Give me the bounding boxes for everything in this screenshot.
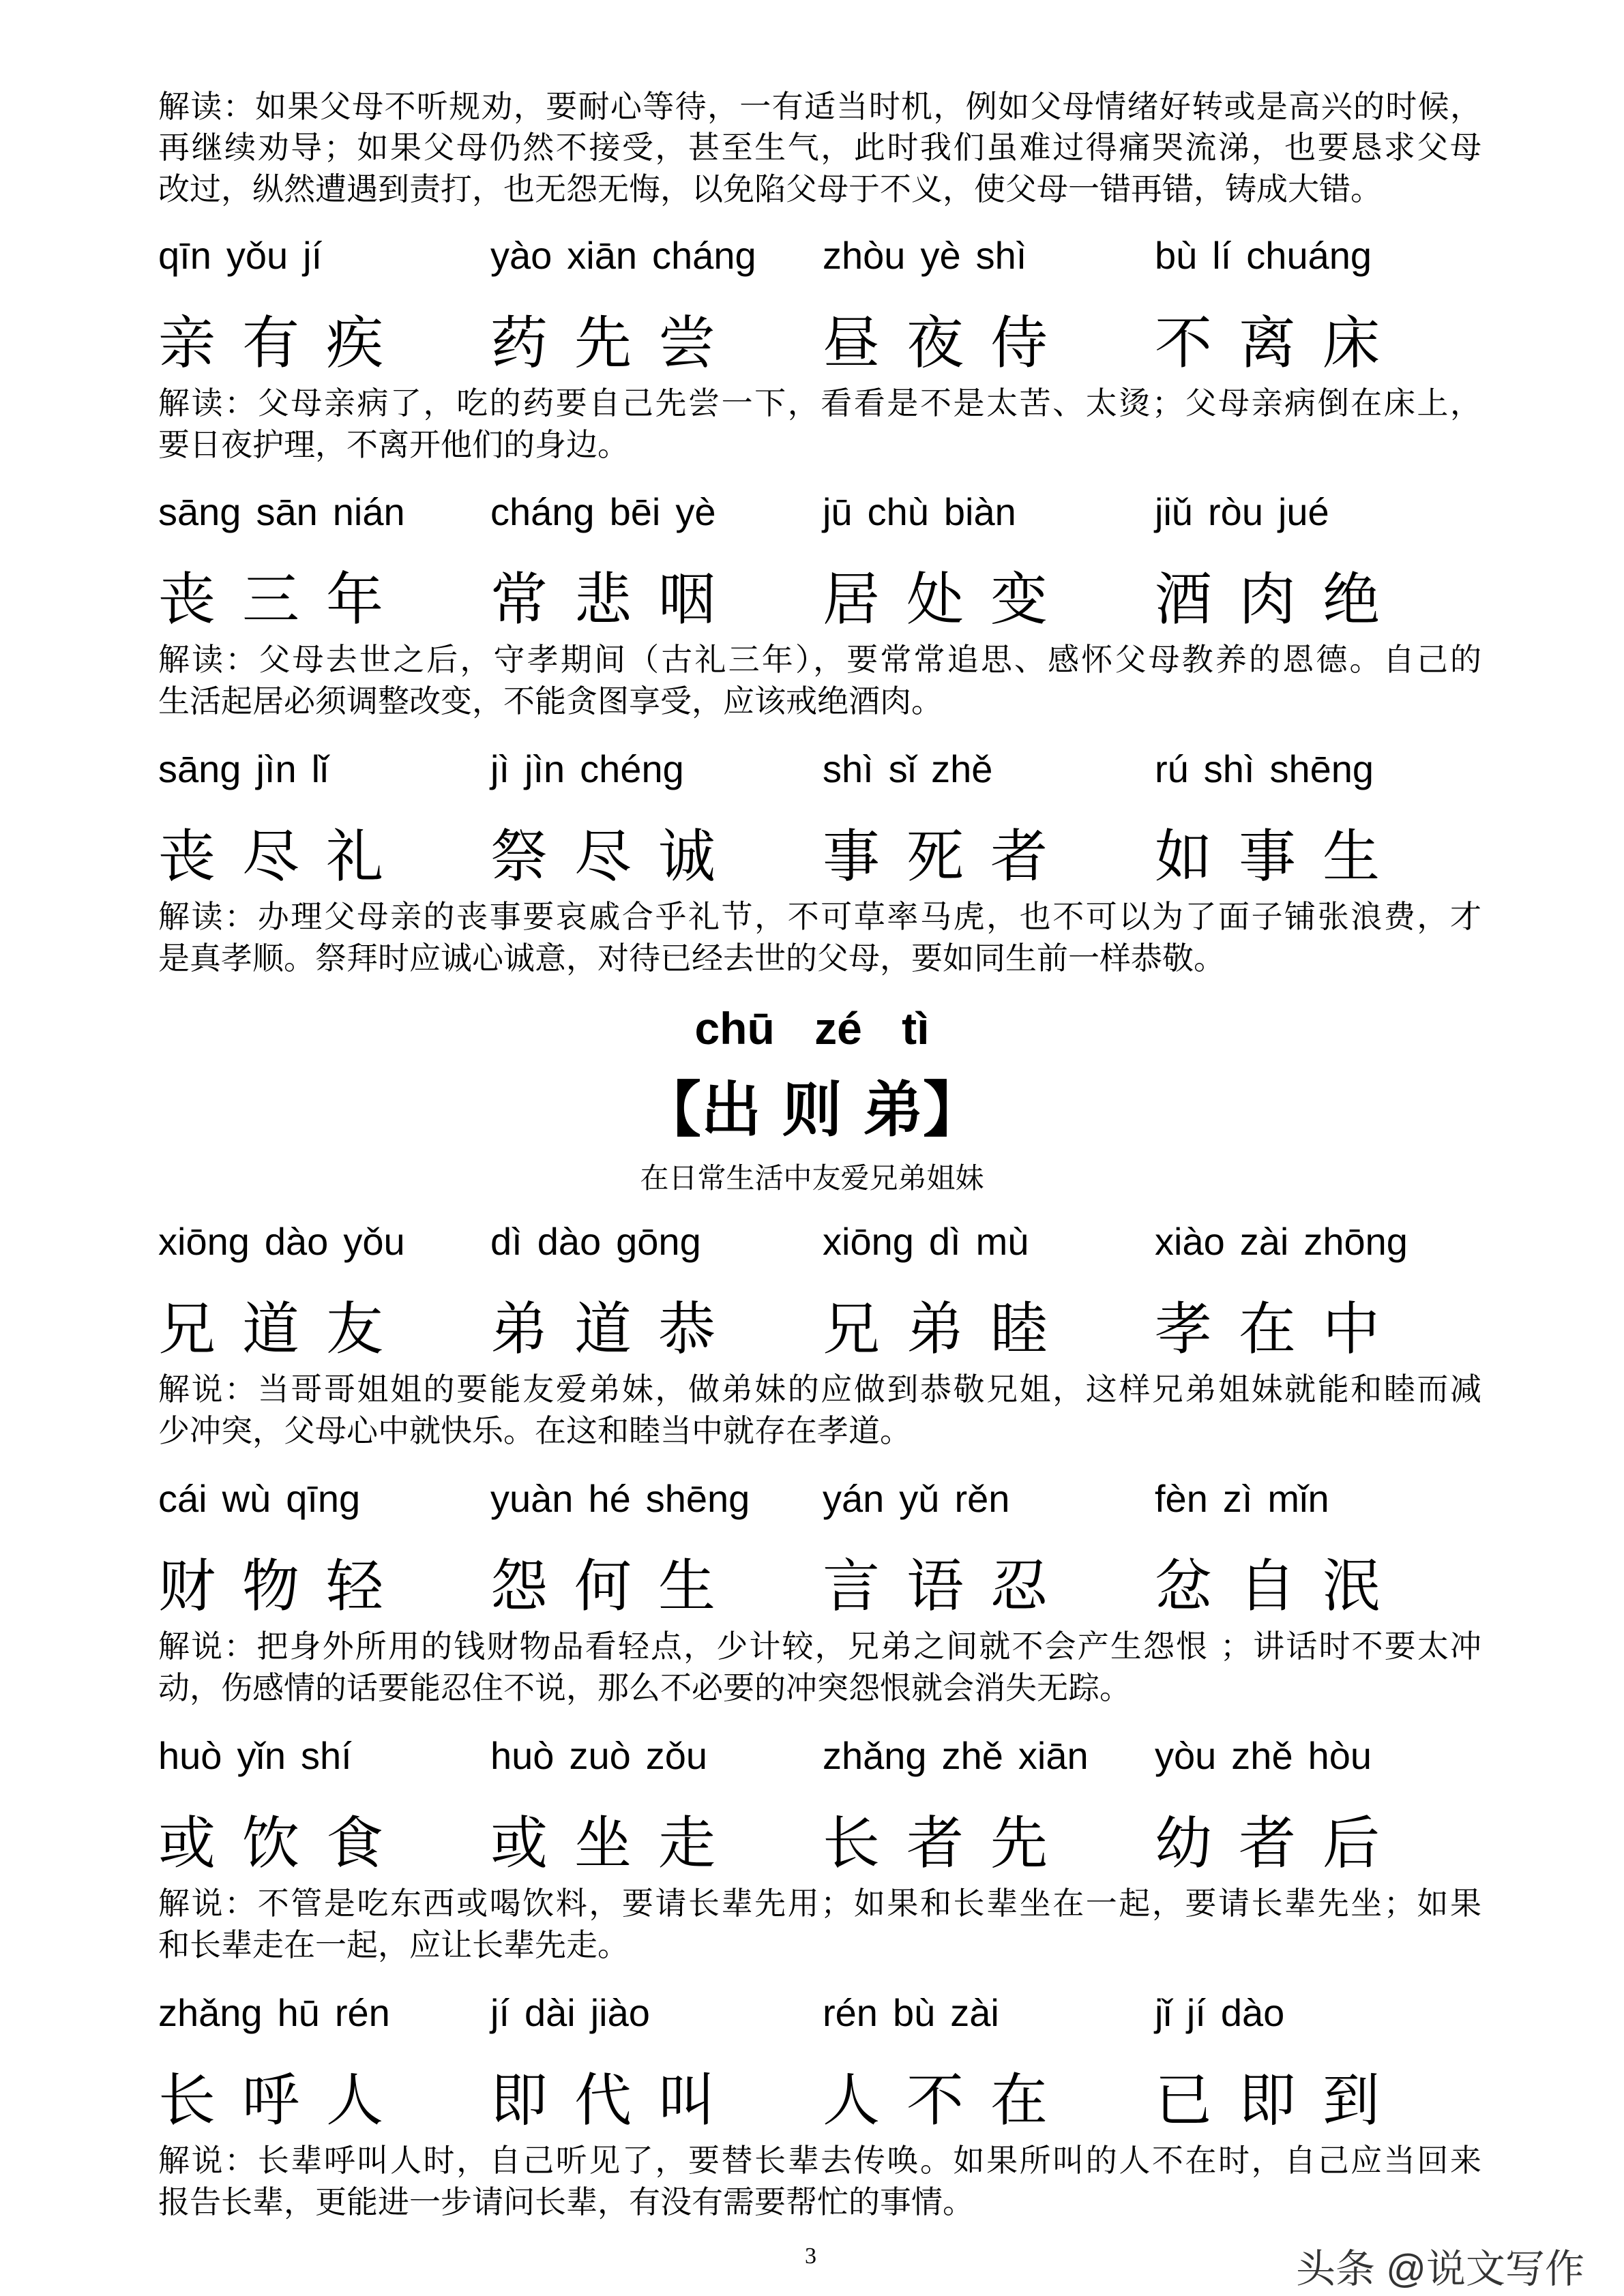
pinyin-group: [1155, 1475, 1475, 1523]
pinyin-syllable: fèn: [1155, 1477, 1208, 1520]
verse-character: 药: [490, 310, 548, 376]
pinyin-group: [823, 745, 1143, 793]
pinyin-syllable: dào: [1220, 1991, 1285, 2034]
explanation-line: 少冲突，父母心中就快乐。在这和睦当中就存在孝道。: [158, 1412, 911, 1449]
verse-character: 忿: [1155, 1553, 1213, 1620]
pinyin-syllable: jǐ: [1155, 1991, 1172, 2034]
section-subtitle: 在日常生活中友爱兄弟姐妹: [640, 1161, 984, 1195]
verse-character: 祭: [490, 823, 548, 890]
verse-character: 人: [326, 2067, 384, 2134]
pinyin-group: [158, 1989, 479, 2037]
verse-character: 先: [574, 310, 632, 376]
verse-character: 饮: [242, 1810, 300, 1877]
verse-character: 礼: [326, 823, 384, 890]
pinyin-syllable: rěn: [954, 1477, 1010, 1520]
pinyin-syllable: shí: [301, 1734, 352, 1777]
pinyin-group: [823, 1732, 1143, 1780]
pinyin-group: [158, 1732, 479, 1780]
verse-character: 长: [823, 1810, 881, 1877]
pinyin-group: [1155, 488, 1475, 536]
explanation-line: 解说：不管是吃东西或喝饮料，要请长辈先用；如果和长辈坐在一起，要请长辈先坐；如果: [158, 1885, 1481, 1922]
verse-character: 年: [326, 566, 384, 633]
pinyin-syllable: cái: [158, 1477, 207, 1520]
verse-character: 呼: [242, 2067, 300, 2134]
pinyin-syllable: mù: [975, 1220, 1029, 1263]
pinyin-syllable: jìn: [525, 747, 565, 790]
verse-character: 疾: [326, 310, 384, 376]
pinyin-syllable: nián: [332, 490, 405, 533]
pinyin-syllable: sāng: [158, 490, 241, 533]
verse-character: 恭: [658, 1296, 716, 1362]
pinyin-syllable: hū: [277, 1991, 320, 2034]
pinyin-syllable: jū: [823, 490, 853, 533]
pinyin-group: [490, 232, 811, 280]
pinyin-syllable: xiōng: [158, 1220, 250, 1263]
pinyin-syllable: jiǔ: [1155, 490, 1194, 533]
pinyin-syllable: dào: [264, 1220, 329, 1263]
verse-character: 忍: [990, 1553, 1048, 1620]
pinyin-syllable: xiān: [1018, 1734, 1089, 1777]
pinyin-syllable: sān: [256, 490, 318, 533]
verse-character: 已: [1155, 2067, 1213, 2134]
explanation-line: 生活起居必须调整改变，不能贪图享受，应该戒绝酒肉。: [158, 683, 943, 719]
pinyin-group: [823, 488, 1143, 536]
pinyin-syllable: jiào: [590, 1991, 650, 2034]
verse-character: 即: [1239, 2067, 1297, 2134]
pinyin-syllable: dì: [490, 1220, 522, 1263]
page-number: 3: [805, 2243, 816, 2269]
pinyin-syllable: hé: [588, 1477, 631, 1520]
verse-character: 叫: [658, 2067, 716, 2134]
verse-character: 孝: [1155, 1296, 1213, 1362]
verse-character: 在: [990, 2067, 1048, 2134]
verse-character: 肉: [1239, 566, 1297, 633]
pinyin-syllable: huò: [158, 1734, 222, 1777]
verse-character: 床: [1323, 310, 1381, 376]
verse-character: 尝: [658, 310, 716, 376]
verse-character: 人: [823, 2067, 881, 2134]
pinyin-syllable: yòu: [1155, 1734, 1217, 1777]
pinyin-group: [490, 1475, 811, 1523]
pinyin-syllable: shì: [975, 234, 1027, 277]
pinyin-syllable: zhě: [941, 1734, 1003, 1777]
pinyin-syllable: yǐn: [237, 1734, 286, 1777]
pinyin-syllable: rén: [334, 1991, 390, 2034]
verse-character: 夜: [906, 310, 964, 376]
pinyin-syllable: hòu: [1308, 1734, 1372, 1777]
verse-character: 幼: [1155, 1810, 1213, 1877]
verse-character: 者: [1239, 1810, 1297, 1877]
pinyin-group: [158, 488, 479, 536]
verse-character: 尽: [242, 823, 300, 890]
pinyin-group: [1155, 232, 1475, 280]
verse-character: 道: [574, 1296, 632, 1362]
verse-character: 变: [990, 566, 1048, 633]
verse-character: 居: [823, 566, 881, 633]
explanation-line: 是真孝顺。祭拜时应诚心诚意，对待已经去世的父母，要如同生前一样恭敬。: [158, 940, 1225, 976]
verse-character: 生: [658, 1553, 716, 1620]
pinyin-group: [490, 745, 811, 793]
pinyin-syllable: shì: [823, 747, 874, 790]
verse-character: 诚: [658, 823, 716, 890]
pinyin-syllable: zhǎng: [823, 1734, 927, 1777]
pinyin-syllable: gōng: [616, 1220, 701, 1263]
pinyin-syllable: zuò: [569, 1734, 631, 1777]
verse-character: 亲: [158, 310, 216, 376]
pinyin-group: [1155, 1218, 1475, 1266]
pinyin-group: [158, 745, 479, 793]
pinyin-syllable: yuàn: [490, 1477, 574, 1520]
pinyin-syllable: yǔ: [899, 1477, 940, 1520]
verse-character: 睦: [990, 1296, 1048, 1362]
verse-character: 弟: [490, 1296, 548, 1362]
explanation-line: 解读：办理父母亲的丧事要哀戚合乎礼节，不可草率马虎，也不可以为了面子铺张浪费，才: [158, 898, 1481, 935]
verse-character: 弟: [906, 1296, 964, 1362]
pinyin-group: [158, 232, 479, 280]
verse-character: 物: [242, 1553, 300, 1620]
verse-character: 或: [158, 1810, 216, 1877]
pinyin-syllable: xiào: [1155, 1220, 1225, 1263]
pinyin-syllable: zài: [950, 1991, 999, 2034]
watermark: 头条 @说文写作: [1296, 2247, 1584, 2291]
verse-character: 坐: [574, 1810, 632, 1877]
pinyin-syllable: bù: [892, 1991, 936, 2034]
pinyin-syllable: zài: [1239, 1220, 1289, 1263]
pinyin-syllable: bēi: [609, 490, 661, 533]
pinyin-group: [1155, 745, 1475, 793]
pinyin-group: [490, 1732, 811, 1780]
verse-character: 三: [242, 566, 300, 633]
pinyin-syllable: jué: [1278, 490, 1329, 533]
verse-character: 代: [574, 2067, 632, 2134]
section-title-pinyin: chū zé tì: [694, 1003, 930, 1054]
verse-character: 兄: [158, 1296, 216, 1362]
explanation-line: 动，伤感情的话要能忍住不说，那么不必要的冲突怨恨就会消失无踪。: [158, 1669, 1131, 1706]
pinyin-syllable: cháng: [490, 490, 595, 533]
pinyin-syllable: chuáng: [1246, 234, 1372, 277]
pinyin-syllable: yào: [490, 234, 552, 277]
pinyin-syllable: zhǎng: [158, 1991, 263, 2034]
pinyin-syllable: bù: [1155, 234, 1198, 277]
verse-character: 事: [823, 823, 881, 890]
pinyin-syllable: dì: [928, 1220, 961, 1263]
verse-character: 言: [823, 1553, 881, 1620]
verse-character: 咽: [658, 566, 716, 633]
verse-character: 不: [1155, 310, 1213, 376]
pinyin-syllable: zhě: [931, 747, 993, 790]
explanation-line: 解读：如果父母不听规劝，要耐心等待，一有适当时机，例如父母情绪好转或是高兴的时候，: [158, 88, 1481, 125]
verse-character: 长: [158, 2067, 216, 2134]
pinyin-group: [1155, 1732, 1475, 1780]
pinyin-group: [1155, 1989, 1475, 2037]
pinyin-syllable: cháng: [652, 234, 756, 277]
pinyin-syllable: jì: [490, 747, 510, 790]
explanation-line: 和长辈走在一起，应让长辈先走。: [158, 1926, 629, 1963]
pinyin-syllable: dài: [525, 1991, 576, 2034]
verse-character: 不: [906, 2067, 964, 2134]
pinyin-syllable: jí: [1186, 1991, 1206, 2034]
explanation-line: 报告长辈，更能进一步请问长辈，有没有需要帮忙的事情。: [158, 2183, 974, 2220]
pinyin-group: [823, 232, 1143, 280]
verse-character: 或: [490, 1810, 548, 1877]
pinyin-syllable: jí: [490, 1991, 510, 2034]
verse-character: 昼: [823, 310, 881, 376]
explanation-line: 再继续劝导；如果父母仍然不接受，甚至生气，此时我们虽难过得痛哭流涕，也要恳求父母: [158, 129, 1481, 166]
verse-character: 丧: [158, 823, 216, 890]
verse-character: 处: [906, 566, 964, 633]
pinyin-syllable: yǒu: [343, 1220, 405, 1263]
verse-character: 酒: [1155, 566, 1213, 633]
verse-character: 生: [1323, 823, 1381, 890]
verse-character: 在: [1239, 1296, 1297, 1362]
pinyin-syllable: huò: [490, 1734, 555, 1777]
pinyin-syllable: shēng: [645, 1477, 750, 1520]
section-title: 【出 则 弟】: [640, 1074, 984, 1145]
pinyin-syllable: xiān: [567, 234, 638, 277]
verse-character: 有: [242, 310, 300, 376]
pinyin-syllable: yǒu: [226, 234, 289, 277]
pinyin-syllable: xiōng: [823, 1220, 914, 1263]
pinyin-group: [158, 1475, 479, 1523]
pinyin-syllable: ròu: [1208, 490, 1263, 533]
verse-character: 常: [490, 566, 548, 633]
pinyin-syllable: chù: [867, 490, 929, 533]
verse-character: 食: [326, 1810, 384, 1877]
pinyin-syllable: chéng: [580, 747, 684, 790]
verse-character: 死: [906, 823, 964, 890]
pinyin-syllable: zhòu: [823, 234, 906, 277]
pinyin-syllable: sǐ: [888, 747, 917, 790]
verse-character: 泯: [1323, 1553, 1381, 1620]
verse-character: 先: [990, 1810, 1048, 1877]
pinyin-syllable: zhě: [1231, 1734, 1293, 1777]
pinyin-group: [823, 1218, 1143, 1266]
verse-character: 自: [1239, 1553, 1297, 1620]
verse-character: 道: [242, 1296, 300, 1362]
verse-character: 友: [326, 1296, 384, 1362]
verse-character: 怨: [490, 1553, 548, 1620]
pinyin-syllable: dào: [537, 1220, 602, 1263]
verse-character: 悲: [574, 566, 632, 633]
verse-character: 如: [1155, 823, 1213, 890]
verse-character: 离: [1239, 310, 1297, 376]
explanation-line: 要日夜护理，不离开他们的身边。: [158, 426, 629, 463]
pinyin-syllable: yè: [920, 234, 961, 277]
verse-character: 即: [490, 2067, 548, 2134]
pinyin-syllable: biàn: [943, 490, 1016, 533]
pinyin-syllable: yán: [823, 1477, 885, 1520]
verse-character: 事: [1239, 823, 1297, 890]
pinyin-group: [490, 488, 811, 536]
verse-character: 何: [574, 1553, 632, 1620]
pinyin-syllable: shì: [1203, 747, 1255, 790]
pinyin-group: [158, 1218, 479, 1266]
pinyin-syllable: rén: [823, 1991, 878, 2034]
pinyin-group: [823, 1989, 1143, 2037]
verse-character: 者: [906, 1810, 964, 1877]
pinyin-group: [823, 1475, 1143, 1523]
explanation-line: 解读：父母去世之后，守孝期间（古礼三年），要常常追思、感怀父母教养的恩德。自己的: [158, 641, 1481, 678]
pinyin-syllable: shēng: [1269, 747, 1374, 790]
explanation-line: 解说：把身外所用的钱财物品看轻点，少计较，兄弟之间就不会产生怨恨 ；讲话时不要太冲: [158, 1628, 1481, 1665]
pinyin-syllable: lǐ: [311, 747, 329, 790]
explanation-line: 改过，纵然遭遇到责打，也无怨无悔，以免陷父母于不义，使父母一错再错，铸成大错。: [158, 170, 1382, 207]
verse-character: 绝: [1323, 566, 1381, 633]
explanation-line: 解说：长辈呼叫人时，自己听见了，要替长辈去传唤。如果所叫的人不在时，自己应当回来: [158, 2142, 1481, 2179]
pinyin-group: [490, 1989, 811, 2037]
pinyin-syllable: zhōng: [1303, 1220, 1408, 1263]
pinyin-syllable: qīng: [286, 1477, 361, 1520]
verse-character: 走: [658, 1810, 716, 1877]
verse-character: 者: [990, 823, 1048, 890]
explanation-line: 解读：父母亲病了，吃的药要自己先尝一下，看看是不是太苦、太烫；父母亲病倒在床上，: [158, 385, 1481, 421]
verse-character: 兄: [823, 1296, 881, 1362]
verse-character: 中: [1323, 1296, 1381, 1362]
pinyin-syllable: qīn: [158, 234, 211, 277]
verse-character: 后: [1323, 1810, 1381, 1877]
pinyin-syllable: lí: [1212, 234, 1232, 277]
pinyin-syllable: zǒu: [645, 1734, 708, 1777]
verse-character: 财: [158, 1553, 216, 1620]
verse-character: 尽: [574, 823, 632, 890]
pinyin-syllable: zì: [1222, 1477, 1253, 1520]
pinyin-syllable: yè: [675, 490, 716, 533]
pinyin-syllable: sāng: [158, 747, 241, 790]
explanation-line: 解说：当哥哥姐姐的要能友爱弟妹，做弟妹的应做到恭敬兄姐，这样兄弟姐妹就能和睦而减: [158, 1371, 1481, 1407]
pinyin-syllable: wù: [222, 1477, 271, 1520]
pinyin-syllable: jìn: [256, 747, 297, 790]
pinyin-syllable: jí: [303, 234, 323, 277]
verse-character: 轻: [326, 1553, 384, 1620]
verse-character: 到: [1323, 2067, 1381, 2134]
pinyin-syllable: rú: [1155, 747, 1189, 790]
verse-character: 丧: [158, 566, 216, 633]
pinyin-group: [490, 1218, 811, 1266]
verse-character: 侍: [990, 310, 1048, 376]
pinyin-syllable: mǐn: [1267, 1477, 1329, 1520]
verse-character: 语: [906, 1553, 964, 1620]
